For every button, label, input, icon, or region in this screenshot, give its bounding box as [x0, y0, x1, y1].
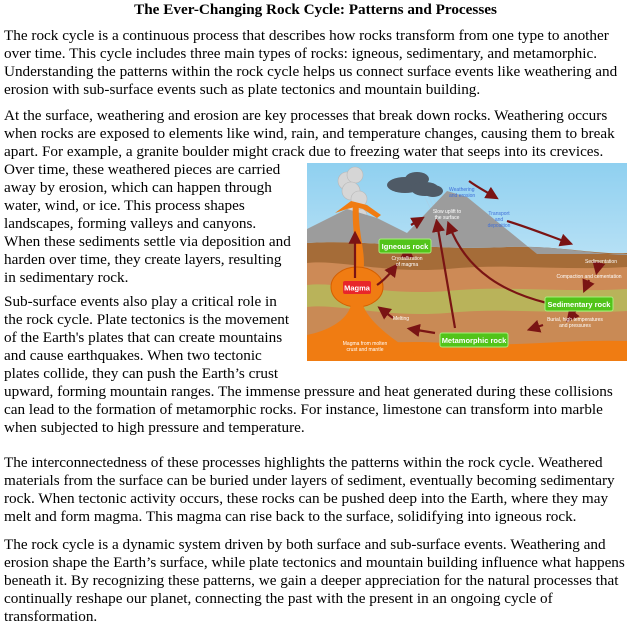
svg-text:Metamorphic rock: Metamorphic rock — [441, 336, 507, 345]
svg-text:and: and — [494, 217, 504, 223]
svg-text:Transport: Transport — [488, 211, 510, 217]
paragraph-surface-part-2: weathered pieces are carried away by erosion, which can happen through water, wind, or ice. This process shapes landscapes, forming valleys and canyons. When these sediments settle via deposition and harden over time, they create layers, resulting in sedimentary rock. — [4, 161, 291, 286]
svg-text:Slow uplift to: Slow uplift to — [432, 209, 462, 215]
igneous-rock-box — [379, 239, 431, 253]
paragraph-surface-container — [4, 107, 627, 353]
paragraph-surface-part-1: At the surface, weathering and erosion are key processes that break down rocks. Weathering occurs when rocks are exposed to elements like wind, rain, and temperature changes, causing them to break apart. For example, a granite boulder might crack due to freezing water that seeps into its crevices. Over time, these — [4, 107, 615, 178]
svg-text:Burial, high temperatures: Burial, high temperatures — [547, 317, 603, 323]
paragraph-intro: The rock cycle is a continuous process that describes how rocks transform from one type to another over time. This cycle includes three main types of rocks: igneous, sedimentary, and metamorphic. Understanding the patterns within the rock cycle helps us connect surface events like weathering and erosion with sub-surface events such as plate tectonics and mountain building. — [4, 27, 618, 98]
svg-text:Sedimentation: Sedimentation — [585, 259, 617, 265]
paragraph-interconnected: The interconnectedness of these processes highlights the patterns within the rock cycle. Weathered materials from the surface can be buried under layers of sediment, eventually becoming sedimentary rock. When tectonic activity occurs, these rocks can be pushed deep into the Earth, where they may melt and form magma. This magma can rise back to the surface, solidifying into igneous rock. — [4, 454, 615, 525]
svg-text:Crystallization: Crystallization — [391, 256, 423, 262]
document-title: The Ever-Changing Rock Cycle: Patterns and Processes — [134, 1, 497, 18]
sedimentary-rock-box — [545, 297, 613, 311]
svg-text:the surface: the surface — [434, 215, 460, 221]
svg-text:Sedimentary rock: Sedimentary rock — [547, 300, 611, 309]
magma-box — [343, 281, 371, 294]
svg-text:Melting: Melting — [392, 316, 410, 322]
paragraph-conclusion: The rock cycle is a dynamic system driven by both surface and sub-surface events. Weathering and erosion shape the Earth’s surface, while plate tectonics and mountain building influence what happens beneath it. By recognizing these patterns, we gain a deeper appreciation for the natural processes that continually reshape our planet, connecting the past with the present in an ongoing cycle of transformation. — [4, 536, 625, 625]
svg-text:crust and mantle: crust and mantle — [346, 347, 384, 353]
svg-text:and pressures: and pressures — [559, 323, 591, 329]
rock-cycle-diagram — [307, 163, 627, 361]
svg-text:deposition: deposition — [487, 223, 511, 229]
svg-text:Weathering: Weathering — [449, 187, 475, 193]
metamorphic-rock-box — [440, 333, 508, 347]
svg-text:Compaction and cementation: Compaction and cementation — [556, 274, 622, 280]
svg-text:Magma from molten: Magma from molten — [342, 341, 388, 347]
svg-text:and erosion: and erosion — [449, 193, 476, 199]
svg-text:Magma: Magma — [344, 283, 370, 293]
svg-text:of magma: of magma — [395, 262, 419, 268]
svg-text:Igneous rock: Igneous rock — [381, 242, 429, 251]
paragraph-subsurface: Sub-surface events also play a critical role in the rock cycle. Plate tectonics is the movement of the Earth's plates that can create mountains and cause earthquakes. When two tectonic plates collide, they can push the Earth’s crust upward, forming mountain ranges. The immense pressure and heat generated during these collisions can lead to the formation of metamorphic rocks. For instance, limestone can transform into marble when subjected to high pressure and temperature. — [4, 293, 613, 436]
